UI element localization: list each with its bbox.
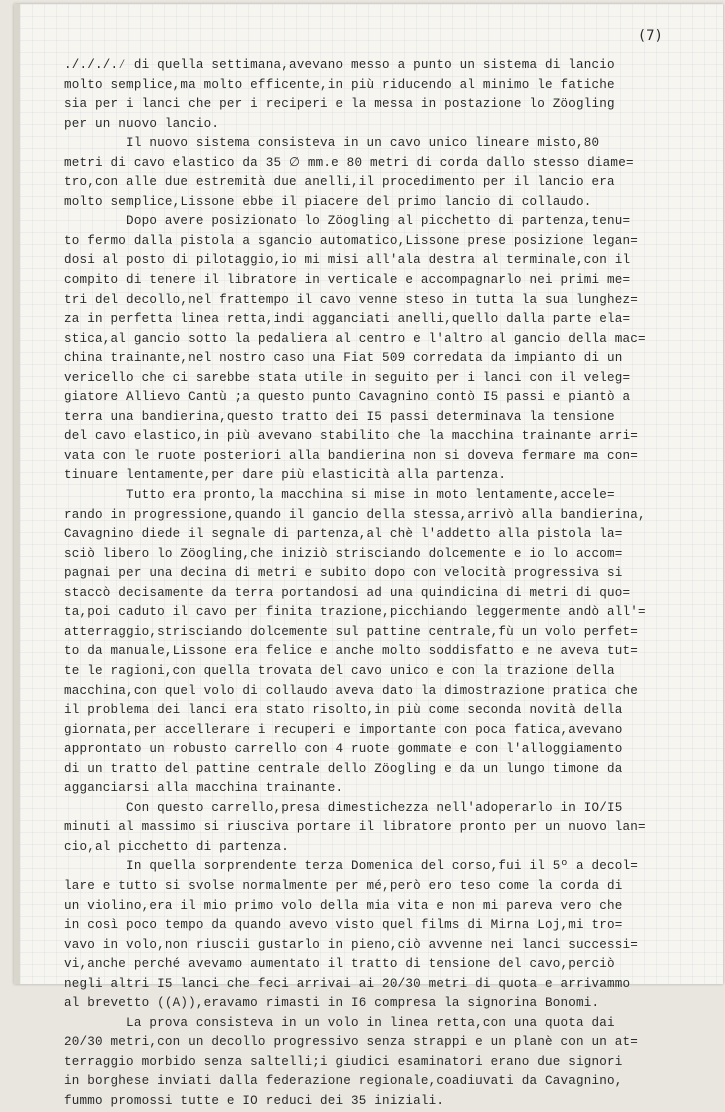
text-line: negli altri I5 lanci che feci arrivai ai 20/30 metri di quota e arrivammo bbox=[64, 976, 631, 991]
text-line: sciò libero lo Zöogling,che iniziò strisciando dolcemente e io lo accom= bbox=[64, 546, 623, 561]
text-line: tri del decollo,nel frattempo il cavo venne steso in tutta la sua lunghez= bbox=[64, 292, 639, 307]
text-line: compito di tenere il libratore in verticale e accompagnarlo nei primi me= bbox=[64, 273, 631, 288]
text-line: in borghese inviati dalla federazione regionale,coadiuvati da Cavagnino, bbox=[64, 1074, 623, 1089]
text-line: il problema dei lanci era stato risolto,in più come seconda novità della bbox=[64, 703, 623, 718]
text-line: approntato un robusto carrello con 4 ruote gommate e con l'alloggiamento bbox=[64, 742, 623, 757]
text-line: molto semplice,Lissone ebbe il piacere del primo lancio di collaudo. bbox=[64, 194, 592, 209]
text-line: tro,con alle due estremità due anelli,il procedimento per il lancio era bbox=[64, 175, 615, 190]
text-line: 20/30 metri,con un decollo progressivo senza strappi e un planè con un at= bbox=[64, 1035, 639, 1050]
text-line: terra una bandierina,questo tratto dei I5 passi determinava la tensione bbox=[64, 409, 615, 424]
text-line: agganciarsi alla macchina trainante. bbox=[64, 781, 344, 796]
text-line: vi,anche perché avevamo aumentato il tratto di tensione del cavo,perciò bbox=[64, 957, 615, 972]
text-line: al brevetto ((A)),eravamo rimasti in I6 compresa la signorina Bonomi. bbox=[64, 996, 600, 1011]
text-line: tinuare lentamente,per dare più elasticità alla partenza. bbox=[64, 468, 507, 483]
text-line: atterraggio,strisciando dolcemente sul pattine centrale,fù un volo perfet= bbox=[64, 624, 639, 639]
text-line: pagnai per una decina di metri e subito dopo con velocità progressiva si bbox=[64, 566, 623, 581]
text-line: te le ragioni,con quella trovata del cavo unico e con la trazione della bbox=[64, 663, 615, 678]
page-number: (7) bbox=[637, 28, 663, 44]
text-line: macchina,con quel volo di collaudo aveva dato la dimostrazione pratica che bbox=[64, 683, 639, 698]
text-line: per un nuovo lancio. bbox=[64, 116, 220, 131]
text-line: di un tratto del pattine centrale dello Zöogling e da un lungo timone da bbox=[64, 761, 623, 776]
text-line: metri di cavo elastico da 35 ∅ mm.e 80 metri di corda dallo stesso diame= bbox=[64, 155, 634, 170]
text-line: to fermo dalla pistola a sgancio automatico,Lissone prese posizione legan= bbox=[64, 233, 639, 248]
text-line: Tutto era pronto,la macchina si mise in moto lentamente,accele= bbox=[64, 488, 615, 503]
text-line: in così poco tempo da quando avevo visto quel films di Mirna Loj,mi tro= bbox=[64, 918, 623, 933]
text-line: fummo promossi tutte e IO reduci dei 35 iniziali. bbox=[64, 1093, 445, 1108]
text-line: giornata,per accellerare i recuperi e importante con poca fatica,avevano bbox=[64, 722, 623, 737]
text-line: Il nuovo sistema consisteva in un cavo unico lineare misto,80 bbox=[64, 136, 600, 151]
text-line: Cavagnino diede il segnale di partenza,al chè l'addetto alla pistola la= bbox=[64, 527, 623, 542]
text-line: ta,poi caduto il cavo per finita trazione,picchiando leggermente andò all'= bbox=[64, 605, 646, 620]
text-line: La prova consisteva in un volo in linea retta,con una quota dai bbox=[64, 1015, 615, 1030]
text-line: staccò decisamente da terra portandosi ad una quindicina di metri di quo= bbox=[64, 585, 631, 600]
text-line: minuti al massimo si riusciva portare il libratore pronto per un nuovo lan= bbox=[64, 820, 646, 835]
text-line: Dopo avere posizionato lo Zöogling al picchetto di partenza,tenu= bbox=[64, 214, 631, 229]
text-line: giatore Allievo Cantù ;a questo punto Cavagnino contò I5 passi e piantò a bbox=[64, 390, 631, 405]
text-line: sia per i lanci che per i reciperi e la messa in postazione lo Zöogling bbox=[64, 97, 615, 112]
text-line: to da manuale,Lissone era felice e anche molto soddisfatto e ne aveva tut= bbox=[64, 644, 639, 659]
text-line: Con questo carrello,presa dimestichezza nell'adoperarlo in IO/I5 bbox=[64, 800, 623, 815]
text-line: ./././.⁄ di quella settimana,avevano messo a punto un sistema di lancio bbox=[64, 58, 615, 72]
text-line: vata con le ruote posteriori alla bandierina non si doveva fermare ma con= bbox=[64, 448, 639, 463]
text-line: terraggio morbido senza saltelli;i giudici esaminatori erano due signori bbox=[64, 1054, 623, 1069]
text-line: vericello che ci sarebbe stata utile in seguito per i lanci con il veleg= bbox=[64, 370, 631, 385]
text-line: rando in progressione,quando il gancio della stessa,arrivò alla bandierina, bbox=[64, 507, 646, 522]
text-line: lare e tutto si svolse normalmente per mé,però ero teso come la corda di bbox=[64, 878, 623, 893]
text-line: un violino,era il mio primo volo della mia vita e non mi pareva vero che bbox=[64, 898, 623, 913]
typewritten-page bbox=[14, 4, 723, 1108]
text-line: stica,al gancio sotto la pedaliera al centro e l'altro al gancio della mac= bbox=[64, 331, 646, 346]
text-line: za in perfetta linea retta,indi agganciati anelli,quello dalla parte ela= bbox=[64, 312, 631, 327]
text-line: cio,al picchetto di partenza. bbox=[64, 839, 289, 854]
body-text bbox=[64, 56, 714, 1112]
text-line: del cavo elastico,in più avevano stabilito che la macchina trainante arri= bbox=[64, 429, 639, 444]
text-line: In quella sorprendente terza Domenica del corso,fui il 5º a decol= bbox=[64, 859, 639, 874]
text-line: molto semplice,ma molto efficente,in più riducendo al minimo le fatiche bbox=[64, 77, 615, 92]
text-line: dosi al posto di pilotaggio,io mi misi all'ala destra al terminale,con il bbox=[64, 253, 631, 268]
text-line: china trainante,nel nostro caso una Fiat 509 corredata da impianto di un bbox=[64, 351, 623, 366]
text-line: vavo in volo,non riuscii gustarlo in pieno,ciò avvenne nei lanci successi= bbox=[64, 937, 639, 952]
